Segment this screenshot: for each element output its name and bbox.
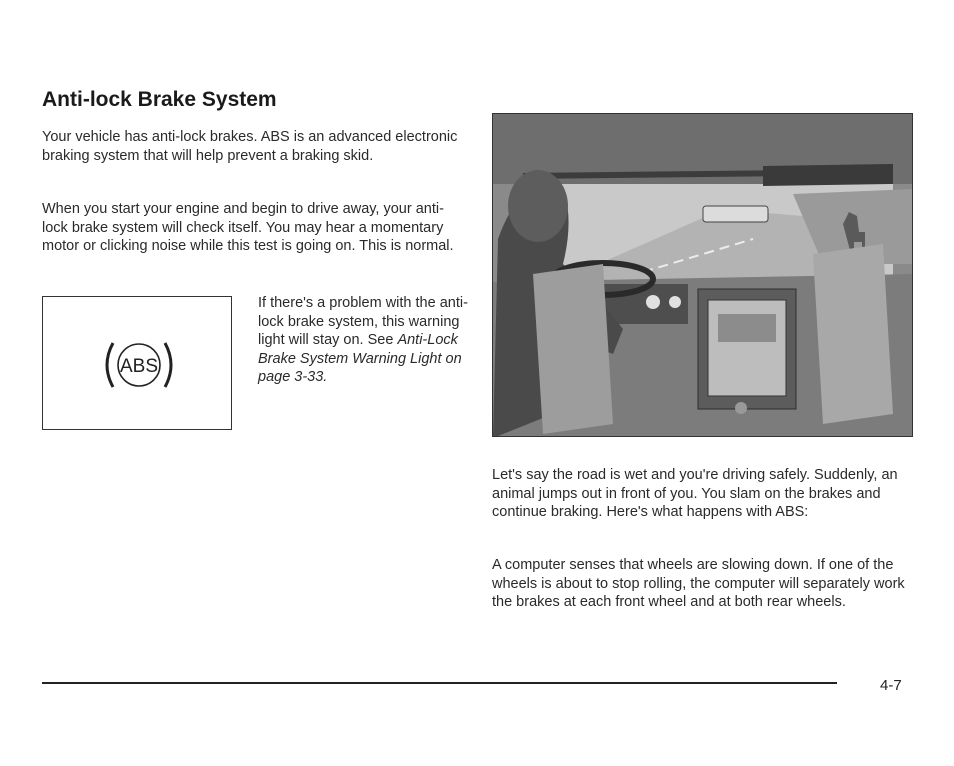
abs-warning-icon: [99, 331, 179, 399]
section-title: Anti-lock Brake System: [42, 88, 277, 111]
computer-paragraph: A computer senses that wheels are slowing down. If one of the wheels is about to stop rolling, the computer will separately work the brakes at each front wheel and at both rear wheels.: [492, 557, 905, 610]
scenario-paragraph: Let's say the road is wet and you're driving safely. Suddenly, an animal jumps out in front of you. You slam on the brakes and continue braking. Here's what happens with ABS:: [492, 467, 898, 520]
self-check-paragraph: When you start your engine and begin to drive away, your anti-lock brake system will check itself. You may hear a momentary motor or clicking noise while this test is going on. This is normal.: [42, 201, 454, 254]
warning-light-reference: Anti-Lock Brake System Warning Light on page 3-33.: [258, 332, 462, 385]
warning-text: If there's a problem with the anti-lock brake system, this warning light will stay on. See: [258, 295, 468, 348]
abs-symbol-label: ABS: [119, 356, 159, 377]
page-number: 4-7: [880, 677, 902, 694]
driver-interior-illustration: [492, 113, 913, 437]
warning-paragraph: [258, 294, 468, 387]
abs-symbol-box: [42, 296, 232, 430]
footer-rule: [42, 682, 837, 684]
intro-paragraph: Your vehicle has anti-lock brakes. ABS is an advanced electronic braking system that will help prevent a braking skid.: [42, 129, 458, 164]
